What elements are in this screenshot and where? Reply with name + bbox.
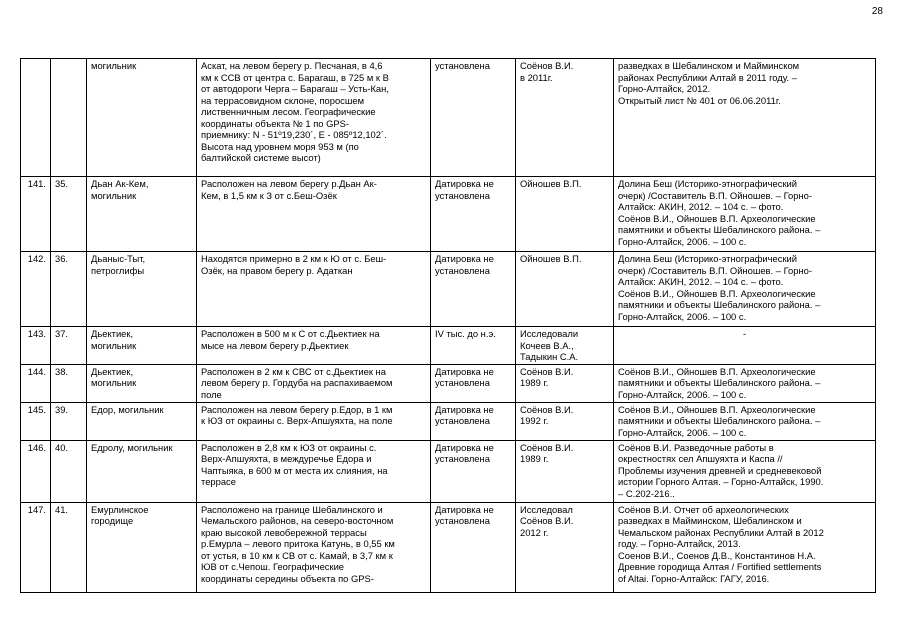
cell-line: Соёнов В.И., Ойношев В.П. Археологические <box>618 212 816 224</box>
cell-line: Соёнов В.И. <box>520 365 574 377</box>
cell-location <box>197 177 431 252</box>
cell-line: памятники и объекты Шебалинского района. – <box>618 415 821 426</box>
cell-line: Соёнов В.И. <box>520 441 574 453</box>
cell-name <box>87 327 197 365</box>
cell-line: мысе на левом берегу р.Дьектиек <box>201 339 349 351</box>
cell-line: Озёк, на правом берегу р. Адаткан <box>201 264 353 276</box>
cell-line: of Altai. Горно-Алтайск: ГАГУ, 2016. <box>618 572 770 584</box>
cell-line: установлена <box>435 515 490 526</box>
cell-line: Чаптыяка, в 600 м от места их слияния, на <box>201 464 388 476</box>
cell-line: IV тыс. до н.э. <box>435 328 496 339</box>
cell-line: Аскат, на левом берегу р. Песчаная, в 4,6 <box>201 60 383 71</box>
cell-number: 145. <box>21 402 51 440</box>
cell-line: установлена <box>435 60 490 71</box>
cell-line: левом берегу р. Гордуба на распахиваемом <box>201 377 393 388</box>
cell-line: 1989 г. <box>520 377 549 388</box>
cell-line: Расположен на левом берегу р.Дьан Ак- <box>201 178 377 189</box>
cell-number: 146. <box>21 440 51 502</box>
cell-line: Емурлинское <box>91 503 149 515</box>
table-row <box>21 440 876 502</box>
cell-dating <box>431 327 516 365</box>
cell-researcher <box>516 252 614 327</box>
cell-number <box>21 59 51 177</box>
cell-line: Расположено на границе Шебалинского и <box>201 503 383 515</box>
cell-line: Горно-Алтайск, 2006. – 100 с. <box>618 388 747 400</box>
cell-line: Алтайск: АКИН, 2012. – 104 с. – фото. <box>618 276 784 287</box>
table-body <box>21 59 876 593</box>
cell-line: году. – Горно-Алтайск, 2013. <box>618 538 741 549</box>
cell-researcher <box>516 59 614 177</box>
table-row <box>21 402 876 440</box>
cell-name <box>87 364 197 402</box>
cell-line: памятники и объекты Шебалинского района. – <box>618 377 821 388</box>
cell-researcher <box>516 364 614 402</box>
cell-name <box>87 177 197 252</box>
cell-line: приемнику: N - 51º19,230´, E - 085º12,102´. <box>201 129 387 140</box>
cell-line: от автодороги Черга – Барагаш – Усть-Кан, <box>201 83 389 94</box>
cell-line: Соёнов В.И., Ойношев В.П. Археологические <box>618 403 816 415</box>
cell-sub-number: 38. <box>51 364 87 402</box>
cell-researcher <box>516 440 614 502</box>
cell-references <box>614 252 876 327</box>
cell-line: истории Горного Алтая. – Горно-Алтайск, 1990. <box>618 476 824 487</box>
cell-line: Дьектиек, <box>91 328 134 339</box>
cell-line: Исследовал <box>520 503 573 515</box>
cell-line: установлена <box>435 264 490 276</box>
cell-line: Долина Беш (Историко-этнографический <box>618 253 798 264</box>
cell-line: Ойношев В.П. <box>520 178 582 189</box>
cell-line: Соенов В.И., Соенов Д.В., Константинов Н.А. <box>618 549 816 561</box>
cell-number: 144. <box>21 364 51 402</box>
cell-line: Горно-Алтайск, 2006. – 100 с. <box>618 235 747 247</box>
cell-line: Кочеев В.А., <box>520 339 574 351</box>
cell-line: Датировка не <box>435 365 494 377</box>
cell-line: Дьан Ак-Кем, <box>91 178 149 189</box>
cell-line: р.Емурла – левого притока Катунь, в 0,55 км <box>201 538 395 549</box>
cell-researcher <box>516 502 614 592</box>
cell-line: установлена <box>435 377 490 388</box>
cell-line: поле <box>201 388 222 400</box>
cell-line: Открытый лист № 401 от 06.06.2011г. <box>618 94 781 106</box>
cell-line: Горно-Алтайск, 2006. – 100 с. <box>618 310 747 322</box>
cell-sub-number: 36. <box>51 252 87 327</box>
cell-line: петроглифы <box>91 264 145 276</box>
cell-line: Чемальском районах Республики Алтай в 2012 <box>618 526 824 538</box>
cell-line: Соёнов В.И. <box>520 403 574 415</box>
cell-location <box>197 402 431 440</box>
cell-line: 1992 г. <box>520 415 549 426</box>
cell-line: - <box>742 328 747 339</box>
cell-line: памятники и объекты Шебалинского района. – <box>618 299 821 310</box>
monuments-table <box>20 58 876 593</box>
cell-location <box>197 440 431 502</box>
table-row <box>21 327 876 365</box>
cell-line: Дьаныс-Тыт, <box>91 253 146 264</box>
cell-line: – С.202-216.. <box>618 487 675 499</box>
cell-references <box>614 502 876 592</box>
cell-name <box>87 59 197 177</box>
table-row <box>21 59 876 177</box>
cell-line: Соёнов В.И. <box>520 60 574 71</box>
cell-line: Датировка не <box>435 441 494 453</box>
cell-sub-number: 35. <box>51 177 87 252</box>
cell-line: разведках в Шебалинском и Майминском <box>618 60 800 71</box>
cell-dating <box>431 402 516 440</box>
cell-line: могильник <box>91 377 137 388</box>
cell-sub-number: 41. <box>51 502 87 592</box>
cell-line: Высота над уровнем моря 953 м (по <box>201 140 359 152</box>
cell-line: км к ССВ от центра с. Барагаш, в 725 м к В <box>201 71 389 83</box>
cell-line: Соёнов В.И., Ойношев В.П. Археологические <box>618 287 816 299</box>
cell-dating <box>431 252 516 327</box>
cell-name <box>87 402 197 440</box>
cell-line: 2012 г. <box>520 526 549 538</box>
table-row <box>21 177 876 252</box>
cell-line: от устья, в 10 км к СВ от с. Камай, в 3,7 км к <box>201 549 393 561</box>
cell-line: окрестностях сел Апшуяхта и Каспа // <box>618 453 783 464</box>
cell-line: лиственничным лесом. Географические <box>201 106 376 117</box>
cell-number: 141. <box>21 177 51 252</box>
cell-line: на террасовидном склоне, поросшем <box>201 94 365 106</box>
cell-references <box>614 59 876 177</box>
cell-line: Расположен в 500 м к С от с.Дьектиек на <box>201 328 380 339</box>
cell-line: балтийской системе высот) <box>201 152 321 163</box>
cell-line: Находятся примерно в 2 км к Ю от с. Беш- <box>201 253 387 264</box>
cell-location <box>197 327 431 365</box>
cell-line: Расположен на левом берегу р.Едор, в 1 км <box>201 403 393 415</box>
cell-dating <box>431 364 516 402</box>
cell-name <box>87 252 197 327</box>
cell-line: Долина Беш (Историко-этнографический <box>618 178 798 189</box>
cell-dating <box>431 440 516 502</box>
cell-line: Соёнов В.И., Ойношев В.П. Археологические <box>618 365 816 377</box>
cell-line: установлена <box>435 453 490 464</box>
cell-researcher <box>516 327 614 365</box>
cell-researcher <box>516 402 614 440</box>
cell-line: ЮВ от с.Чепош. Географические <box>201 561 345 572</box>
cell-line: Горно-Алтайск, 2006. – 100 с. <box>618 426 747 438</box>
cell-line: Дьектиек, <box>91 365 134 377</box>
cell-line: координаты объекта № 1 по GPS- <box>201 117 350 129</box>
table-row <box>21 364 876 402</box>
cell-line: Горно-Алтайск, 2012. <box>618 83 711 94</box>
cell-dating <box>431 59 516 177</box>
cell-line: могильник <box>91 60 137 71</box>
cell-sub-number: 37. <box>51 327 87 365</box>
cell-line: краю высокой левобережной террасы <box>201 526 367 538</box>
cell-line: очерк) /Составитель В.П. Ойношев. – Горно- <box>618 189 812 201</box>
cell-line: Древние городища Алтая / Fortified settlements <box>618 561 822 572</box>
cell-line: Ойношев В.П. <box>520 253 582 264</box>
cell-line: в 2011г. <box>520 71 553 83</box>
cell-line: Исследовали <box>520 328 579 339</box>
cell-line: установлена <box>435 415 490 426</box>
cell-line: Верх-Апшуяхта, в междуречье Едора и <box>201 453 372 464</box>
cell-sub-number <box>51 59 87 177</box>
cell-line: очерк) /Составитель В.П. Ойношев. – Горно- <box>618 264 812 276</box>
cell-references <box>614 402 876 440</box>
cell-line: Соёнов В.И. Разведочные работы в <box>618 441 774 453</box>
cell-line: Едор, могильник <box>91 403 164 415</box>
cell-line: могильник <box>91 189 137 201</box>
cell-line: Датировка не <box>435 253 494 264</box>
cell-sub-number: 39. <box>51 402 87 440</box>
page-number: 28 <box>871 6 883 17</box>
cell-line: Едролу, могильник <box>91 441 173 453</box>
cell-references <box>614 327 876 365</box>
cell-line: памятники и объекты Шебалинского района. – <box>618 224 821 235</box>
cell-line: 1989 г. <box>520 453 549 464</box>
cell-line: Алтайск: АКИН, 2012. – 104 с. – фото. <box>618 201 784 212</box>
cell-number: 143. <box>21 327 51 365</box>
cell-line: Датировка не <box>435 503 494 515</box>
cell-name <box>87 440 197 502</box>
cell-line: городище <box>91 515 134 526</box>
cell-location <box>197 252 431 327</box>
cell-line: разведках в Майминском, Шебалинском и <box>618 515 802 526</box>
cell-line: Расположен в 2 км к СВС от с.Дьектиек на <box>201 365 386 377</box>
cell-line: Кем, в 1,5 км к З от с.Беш-Озёк <box>201 189 337 201</box>
cell-line: Соёнов В.И. <box>520 515 574 526</box>
cell-line: Расположен в 2,8 км к ЮЗ от окраины с. <box>201 441 377 453</box>
cell-line: Чемальского районов, на северо-восточном <box>201 515 394 526</box>
cell-references <box>614 177 876 252</box>
table-row <box>21 502 876 592</box>
table-row <box>21 252 876 327</box>
cell-sub-number: 40. <box>51 440 87 502</box>
cell-line: террасе <box>201 476 236 487</box>
cell-number: 142. <box>21 252 51 327</box>
cell-line: Датировка не <box>435 403 494 415</box>
cell-line: Соёнов В.И. Отчет об археологических <box>618 503 789 515</box>
cell-line: установлена <box>435 189 490 201</box>
cell-dating <box>431 177 516 252</box>
cell-location <box>197 502 431 592</box>
cell-dating <box>431 502 516 592</box>
cell-line: Проблемы изучения древней и средневековой <box>618 464 822 476</box>
cell-researcher <box>516 177 614 252</box>
cell-name <box>87 502 197 592</box>
cell-line: Тадыкин С.А. <box>520 351 579 362</box>
cell-line: Датировка не <box>435 178 494 189</box>
cell-references <box>614 440 876 502</box>
cell-references <box>614 364 876 402</box>
cell-line: районах Республики Алтай в 2011 году. – <box>618 71 797 83</box>
cell-location <box>197 59 431 177</box>
cell-location <box>197 364 431 402</box>
cell-line: к ЮЗ от окраины с. Верх-Апшуяхта, на поле <box>201 415 393 426</box>
cell-line: координаты середины объекта по GPS- <box>201 572 374 584</box>
cell-number: 147. <box>21 502 51 592</box>
cell-line: могильник <box>91 339 137 351</box>
